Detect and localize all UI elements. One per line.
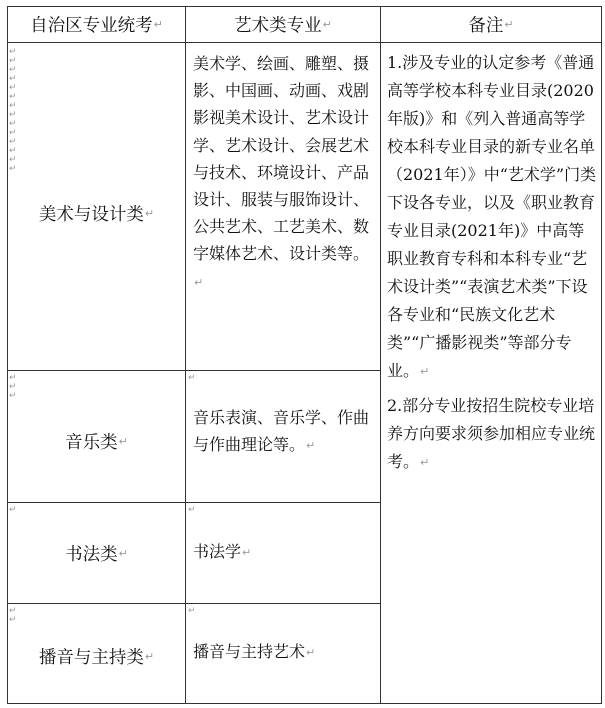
paragraph-mark-stack: ↵ ↵ bbox=[9, 606, 17, 625]
remark-text: 2.部分专业按招生院校专业培养方向要求须参加相应专业统考。 bbox=[387, 396, 596, 471]
header-remarks bbox=[381, 7, 601, 42]
majors-fine-art-design bbox=[193, 50, 375, 368]
majors-music bbox=[193, 404, 375, 494]
art-majors-table bbox=[7, 6, 602, 704]
paragraph-mark-stack: ↵ bbox=[188, 505, 196, 515]
paragraph-mark-icon: ↵ bbox=[306, 646, 316, 659]
majors-calligraphy bbox=[193, 538, 375, 568]
paragraph-mark-icon: ↵ bbox=[144, 650, 155, 663]
paragraph-mark-icon: ↵ bbox=[144, 207, 155, 220]
paragraph-mark-stack: ↵ bbox=[188, 606, 196, 616]
paragraph-mark-icon: ↵ bbox=[242, 546, 252, 559]
majors-list: 播音与主持艺术 bbox=[193, 642, 306, 661]
header-exam-category-text: 自治区专业统考 bbox=[30, 16, 153, 36]
category-label: 音乐类 bbox=[65, 433, 118, 453]
remark-note-1 bbox=[387, 49, 597, 386]
paragraph-mark-stack: ↵ bbox=[9, 505, 17, 515]
category-label: 美术与设计类 bbox=[38, 205, 144, 225]
paragraph-mark-icon: ↵ bbox=[118, 546, 128, 560]
header-art-majors bbox=[186, 7, 380, 42]
paragraph-mark-icon: ↵ bbox=[194, 275, 204, 289]
remark-text: 1.涉及专业的认定参考《普通高等学校本科专业目录(2020年版)》和《列入普通高等学校本科专业目录的新专业名单（2021年）》中“艺术学”门类下设各专业，以及《职业教育专业目录(2021年)》中高等职业教育专科和本科专业“艺术设计类”“表演艺术类”下设各专业和“民族文化艺术类”“广播影视类”等部分专业。 bbox=[387, 53, 597, 380]
majors-list: 书法学 bbox=[193, 542, 242, 561]
paragraph-mark-icon: ↵ bbox=[153, 18, 163, 31]
paragraph-mark-icon: ↵ bbox=[322, 18, 332, 31]
majors-broadcasting-hosting bbox=[193, 638, 375, 668]
paragraph-mark-stack: ↵ ↵ ↵ bbox=[9, 373, 17, 401]
header-exam-category bbox=[8, 7, 185, 42]
paragraph-mark-icon: ↵ bbox=[118, 435, 128, 448]
paragraph-mark-stack: ↵ bbox=[188, 373, 196, 383]
column-rule-2 bbox=[380, 6, 381, 704]
table-border-right bbox=[601, 6, 602, 704]
remark-note-2 bbox=[387, 392, 597, 477]
column-rule-1 bbox=[185, 6, 186, 704]
paragraph-mark-icon: ↵ bbox=[420, 365, 430, 378]
table-border-bottom bbox=[7, 703, 602, 704]
category-label: 播音与主持类 bbox=[38, 648, 144, 668]
category-music bbox=[8, 371, 185, 502]
paragraph-mark-icon: ↵ bbox=[306, 439, 316, 453]
paragraph-mark-icon: ↵ bbox=[420, 456, 430, 469]
category-broadcasting-hosting bbox=[8, 604, 185, 703]
majors-list: 美术学、绘画、雕塑、摄影、中国画、动画、戏剧影视美术设计、艺术设计学、艺术设计、会展艺术与技术、环境设计、产品设计、服装与服饰设计、公共艺术、工艺美术、数字媒体艺术、设计类等。 bbox=[193, 54, 370, 264]
paragraph-mark-icon: ↵ bbox=[504, 18, 514, 31]
category-label: 书法类 bbox=[65, 544, 118, 565]
remarks-cell bbox=[387, 49, 597, 699]
majors-list: 音乐表演、音乐学、作曲与作曲理论等。 bbox=[193, 408, 370, 455]
header-remarks-text: 备注 bbox=[468, 16, 504, 36]
category-fine-art-design bbox=[8, 43, 185, 370]
category-calligraphy bbox=[8, 503, 185, 603]
paragraph-mark-stack: ↵ ↵ ↵ ↵ ↵ ↵ ↵ ↵ ↵ ↵ ↵ ↵ ↵ ↵ bbox=[9, 47, 17, 174]
header-art-majors-text: 艺术类专业 bbox=[234, 16, 322, 36]
